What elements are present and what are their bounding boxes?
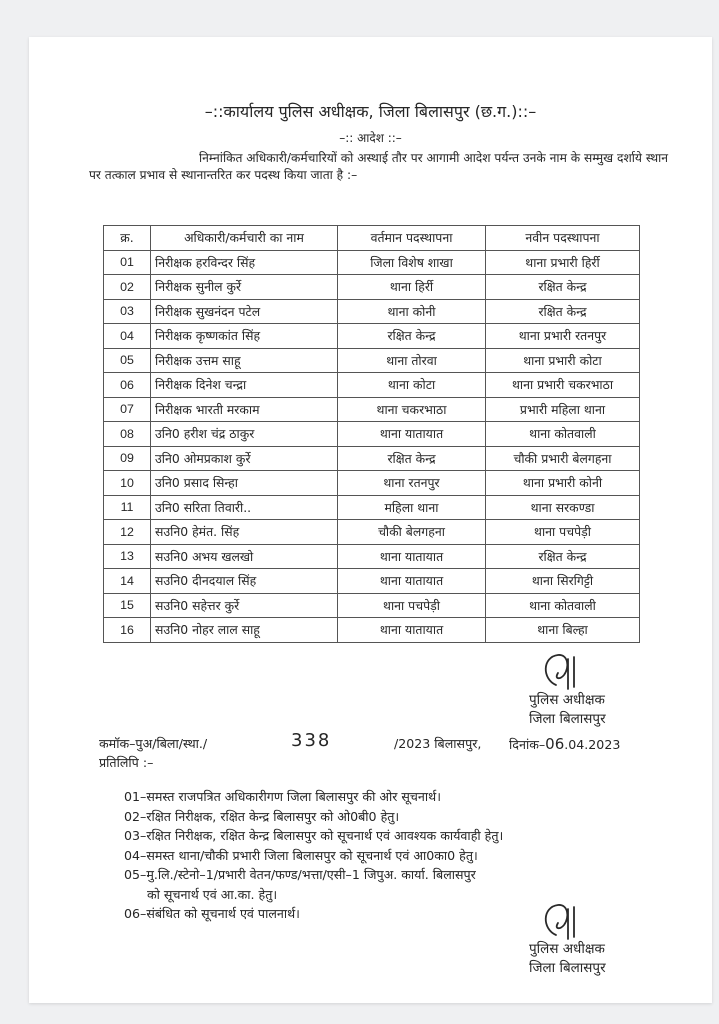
cell-name: उनि0 सरिता तिवारी..	[151, 495, 338, 520]
reference-prefix: कमॉक–पुअ/बिला/स्था./	[99, 736, 208, 751]
column-header-serial: क्र.	[104, 226, 151, 251]
cell-name: उनि0 ओमप्रकाश कुर्रे	[151, 446, 338, 471]
cell-current-posting: चौकी बेलगहना	[338, 520, 486, 545]
table-row	[104, 618, 640, 643]
cell-serial: 10	[104, 471, 151, 496]
table-row	[104, 422, 640, 447]
cell-serial: 04	[104, 324, 151, 349]
cell-current-posting: थाना पचपेड़ी	[338, 593, 486, 618]
cell-new-posting: थाना प्रभारी कोनी	[486, 471, 640, 496]
table-row	[104, 324, 640, 349]
cell-name: सउनि0 हेमंत. सिंह	[151, 520, 338, 545]
cell-name: सउनि0 नोहर लाल साहू	[151, 618, 338, 643]
copy-item-continuation: को सूचनार्थ एवं आ.का. हेतु।	[147, 886, 278, 902]
reference-year-place: /2023 बिलासपुर,	[394, 736, 482, 751]
table-row	[104, 495, 640, 520]
cell-name: निरीक्षक हरविन्दर सिंह	[151, 250, 338, 275]
cell-name: उनि0 हरीश चंद्र ठाकुर	[151, 422, 338, 447]
cell-name: निरीक्षक सुनील कुर्रे	[151, 275, 338, 300]
signature-2	[534, 899, 594, 943]
transfer-table	[103, 225, 640, 643]
cell-new-posting: रक्षित केन्द्र	[486, 544, 640, 569]
cell-current-posting: रक्षित केन्द्र	[338, 324, 486, 349]
cell-name: निरीक्षक सुखनंदन पटेल	[151, 299, 338, 324]
table-row	[104, 544, 640, 569]
cell-current-posting: थाना चकरभाठा	[338, 397, 486, 422]
cell-serial: 05	[104, 348, 151, 373]
cell-serial: 02	[104, 275, 151, 300]
cell-current-posting: थाना रतनपुर	[338, 471, 486, 496]
table-body	[104, 250, 640, 642]
copy-item: 02–रक्षित निरीक्षक, रक्षित केन्द्र बिलासपुर को ओ0बी0 हेतु।	[124, 808, 400, 824]
cell-new-posting: थाना प्रभारी रतनपुर	[486, 324, 640, 349]
table-row	[104, 373, 640, 398]
cell-new-posting: थाना प्रभारी चकरभाठा	[486, 373, 640, 398]
intro-paragraph	[89, 150, 679, 184]
cell-current-posting: थाना यातायात	[338, 422, 486, 447]
cell-serial: 09	[104, 446, 151, 471]
date-label: दिनांक–	[509, 737, 546, 752]
cell-new-posting: थाना बिल्हा	[486, 618, 640, 643]
table-row	[104, 348, 640, 373]
document-page	[29, 37, 712, 1003]
cell-current-posting: थाना यातायात	[338, 618, 486, 643]
copy-item: 04–समस्त थाना/चौकी प्रभारी जिला बिलासपुर को सूचनार्थ एवं आ0का0 हेतु।	[124, 847, 478, 863]
cell-new-posting: थाना प्रभारी हिर्री	[486, 250, 640, 275]
cell-current-posting: थाना कोटा	[338, 373, 486, 398]
cell-current-posting: जिला विशेष शाखा	[338, 250, 486, 275]
office-title: –::कार्यालय पुलिस अधीक्षक, जिला बिलासपुर (छ.ग.)::–	[204, 102, 537, 121]
column-header-current-posting: वर्तमान पदस्थापना	[338, 226, 486, 251]
copy-item: 06–संबंधित को सूचनार्थ एवं पालनार्थ।	[124, 906, 300, 921]
copy-item: 03–रक्षित निरीक्षक, रक्षित केन्द्र बिलासपुर को सूचनार्थ एवं आवश्यक कार्यवाही हेतु।	[124, 828, 504, 843]
cell-current-posting: थाना कोनी	[338, 299, 486, 324]
signature-1	[534, 649, 594, 693]
cell-new-posting: चौकी प्रभारी बेलगहना	[486, 446, 640, 471]
cell-new-posting: थाना कोतवाली	[486, 593, 640, 618]
cell-current-posting: थाना तोरवा	[338, 348, 486, 373]
cell-new-posting: रक्षित केन्द्र	[486, 299, 640, 324]
cell-current-posting: थाना यातायात	[338, 569, 486, 594]
table-row	[104, 471, 640, 496]
cell-name: निरीक्षक उत्तम साहू	[151, 348, 338, 373]
reference-number: 338	[291, 730, 332, 751]
cell-serial: 12	[104, 520, 151, 545]
table-row	[104, 593, 640, 618]
order-heading: –:: आदेश ::–	[339, 131, 402, 145]
cell-serial: 13	[104, 544, 151, 569]
cell-new-posting: थाना प्रभारी कोटा	[486, 348, 640, 373]
copy-list	[124, 787, 503, 924]
copy-label: प्रतिलिपि :–	[99, 755, 154, 770]
cell-new-posting: थाना कोतवाली	[486, 422, 640, 447]
cell-serial: 14	[104, 569, 151, 594]
column-header-name: अधिकारी/कर्मचारी का नाम	[151, 226, 338, 251]
cell-new-posting: थाना सरकण्डा	[486, 495, 640, 520]
date-handwritten: 06	[545, 735, 565, 753]
cell-name: सउनि0 अभय खलखो	[151, 544, 338, 569]
table-row	[104, 250, 640, 275]
cell-current-posting: रक्षित केन्द्र	[338, 446, 486, 471]
cell-current-posting: थाना यातायात	[338, 544, 486, 569]
cell-serial: 07	[104, 397, 151, 422]
cell-name: उनि0 प्रसाद सिन्हा	[151, 471, 338, 496]
cell-current-posting: थाना हिर्री	[338, 275, 486, 300]
cell-serial: 01	[104, 250, 151, 275]
cell-serial: 15	[104, 593, 151, 618]
cell-name: निरीक्षक भारती मरकाम	[151, 397, 338, 422]
cell-serial: 16	[104, 618, 151, 643]
table-row	[104, 446, 640, 471]
signature-block-2	[529, 940, 606, 978]
table-row	[104, 397, 640, 422]
cell-name: सउनि0 दीनदयाल सिंह	[151, 569, 338, 594]
cell-name: निरीक्षक दिनेश चन्द्रा	[151, 373, 338, 398]
signatory-designation: पुलिस अधीक्षक	[529, 692, 605, 708]
table-row	[104, 275, 640, 300]
reference-date	[509, 735, 620, 753]
signatory-district: जिला बिलासपुर	[529, 711, 606, 727]
cell-serial: 11	[104, 495, 151, 520]
date-rest: .04.2023	[564, 737, 621, 752]
cell-name: सउनि0 सहेत्तर कुर्रे	[151, 593, 338, 618]
cell-new-posting: प्रभारी महिला थाना	[486, 397, 640, 422]
table-row	[104, 569, 640, 594]
table-header-row	[104, 226, 640, 251]
table-row	[104, 520, 640, 545]
signatory-district: जिला बिलासपुर	[529, 960, 606, 976]
cell-new-posting: रक्षित केन्द्र	[486, 275, 640, 300]
cell-serial: 06	[104, 373, 151, 398]
cell-current-posting: महिला थाना	[338, 495, 486, 520]
column-header-new-posting: नवीन पदस्थापना	[486, 226, 640, 251]
copy-item: 05–मु.लि./स्टेनो–1/प्रभारी वेतन/फण्ड/भत्ता/एसी–1 जिपुअ. कार्या. बिलासपुर	[124, 867, 476, 882]
cell-serial: 08	[104, 422, 151, 447]
intro-text: निम्नांकित अधिकारी/कर्मचारियों को अस्थाई तौर पर आगामी आदेश पर्यन्त उनके नाम के सम्मुख दर्शाये स्थान पर तत्काल प्रभाव से स्थानान्तरित कर पदस्थ किया जाता है :–	[89, 151, 669, 182]
cell-name: निरीक्षक कृष्णकांत सिंह	[151, 324, 338, 349]
cell-new-posting: थाना पचपेड़ी	[486, 520, 640, 545]
copy-item: 01–समस्त राजपत्रित अधिकारीगण जिला बिलासपुर की ओर सूचनार्थ।	[124, 789, 441, 804]
table-row	[104, 299, 640, 324]
signature-block-1	[529, 691, 606, 729]
cell-serial: 03	[104, 299, 151, 324]
signatory-designation: पुलिस अधीक्षक	[529, 941, 605, 957]
cell-new-posting: थाना सिरगिट्टी	[486, 569, 640, 594]
